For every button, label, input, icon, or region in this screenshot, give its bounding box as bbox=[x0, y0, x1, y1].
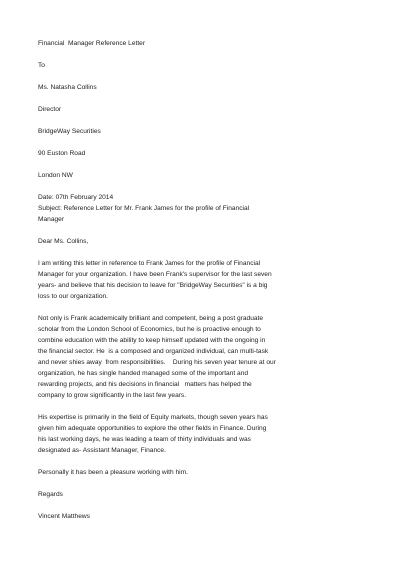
body-paragraph: I am writing this letter in reference to Frank James for the profile of Financial Manager for your organization. I have been Frank's supervisor for the last seven years- and believe that his decision to leave for "BridgeWay Securities" is a big loss to our organization. bbox=[38, 260, 274, 300]
closing: Regards bbox=[38, 491, 63, 498]
signature-name: Vincent Matthews bbox=[38, 513, 90, 520]
to-label: To bbox=[38, 62, 45, 69]
letter-subject: Subject: Reference Letter for Mr. Frank James for the profile of Financial Manager bbox=[38, 205, 251, 223]
recipient-company: BridgeWay Securities bbox=[38, 128, 101, 135]
letter-title: Financial Manager Reference Letter bbox=[38, 40, 146, 47]
reference-letter bbox=[38, 38, 276, 522]
letter-date: Date: 07th February 2014 bbox=[38, 194, 114, 201]
recipient-title: Director bbox=[38, 106, 62, 113]
recipient-city: London NW bbox=[38, 172, 73, 179]
recipient-street: 90 Euston Road bbox=[38, 150, 86, 157]
body-paragraph: His expertise is primarily in the field of Equity markets, though seven years has given him adequate opportunities to explore the other fields in Finance. During his last working days, he was leading a team of thirty individuals and was designated as- Assistant Manager, Finance. bbox=[38, 414, 270, 454]
recipient-name: Ms. Natasha Collins bbox=[38, 84, 97, 91]
salutation: Dear Ms. Collins, bbox=[38, 238, 89, 245]
body-paragraph: Not only is Frank academically brilliant and competent, being a post graduate scholar from the London School of Economics, but he is proactive enough to combine education with the ability to keep himself updated with the ongoing in the financial sector. He is a composed and organized individual, can multi-task and never shies away from responsibilities. During his seven year tenure at our organization, he has single handed managed some of the important and rewarding projects, and his decisions in financial matters has helped the company to grow significantly in the last few years. bbox=[38, 315, 278, 399]
body-paragraph: Personally it has been a pleasure working with him. bbox=[38, 469, 188, 476]
